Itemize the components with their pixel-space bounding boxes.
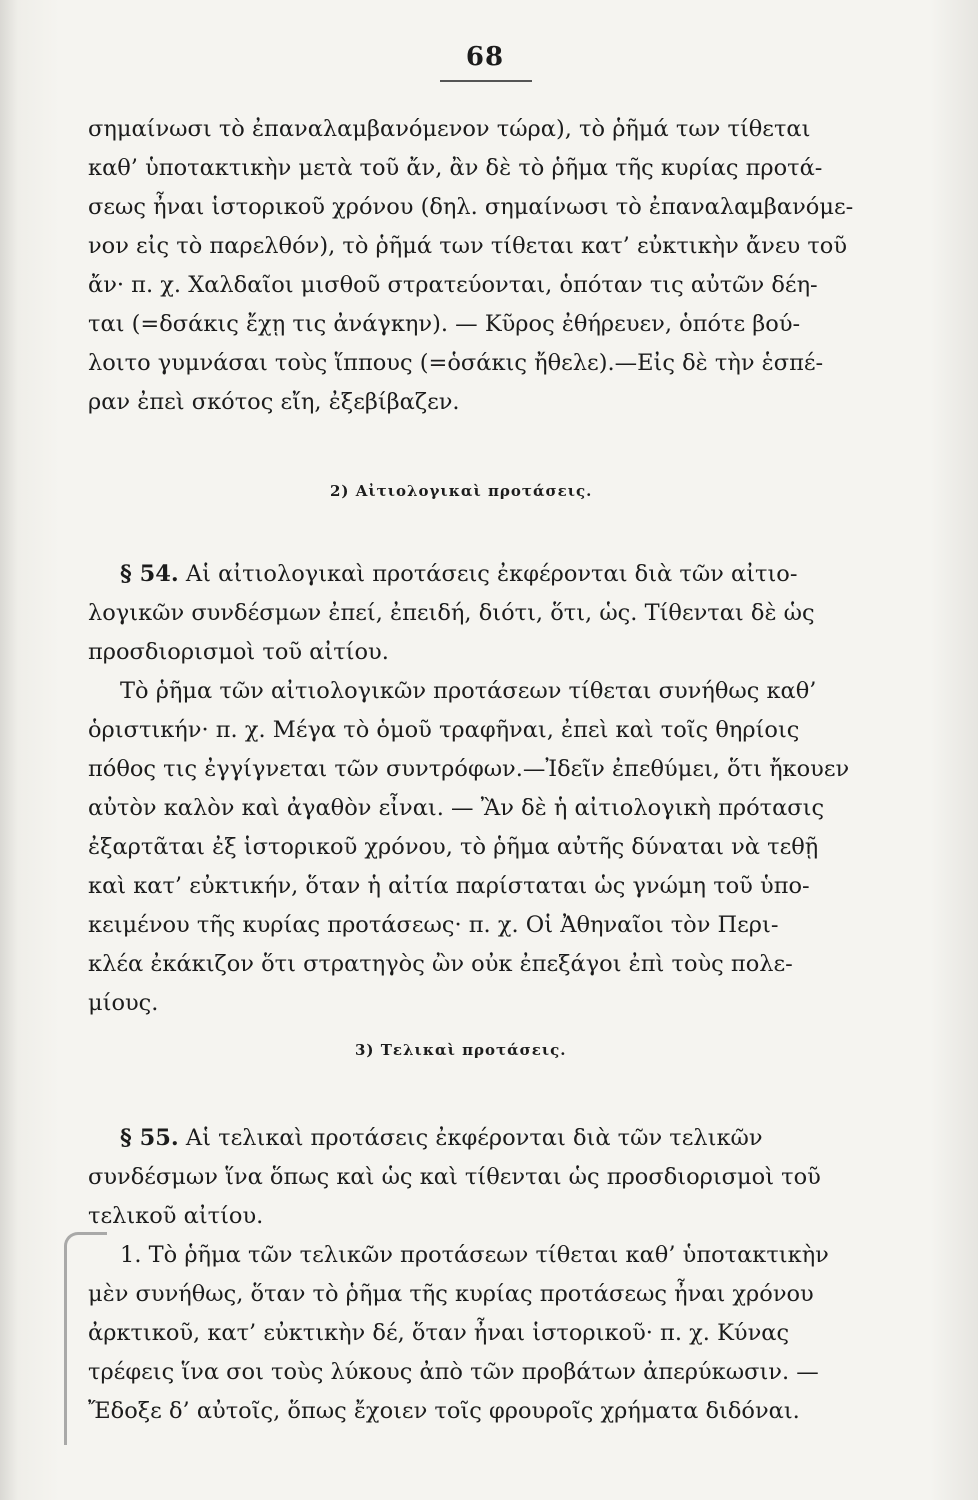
text-line [120, 559, 920, 589]
text-line: σεως ἦναι ἱστορικοῦ χρόνου (δηλ. σημαίνωσι τὸ ἐπαναλαμβανόμε- [88, 194, 854, 220]
text-line: λογικῶν συνδέσμων ἐπεί, ἐπειδή, διότι, ὅτι, ὡς. Τίθενται δὲ ὡς [88, 600, 815, 626]
text-line: τελικοῦ αἰτίου. [88, 1203, 264, 1229]
section-heading-final: 3) Τελικαὶ προτάσεις. [355, 1041, 567, 1059]
text-line: 1. Τὸ ῥῆμα τῶν τελικῶν προτάσεων τίθεται καθ’ ὑποτακτικὴν [120, 1242, 829, 1268]
text-line: καὶ κατ’ εὐκτικήν, ὅταν ἡ αἰτία παρίσταται ὡς γνώμη τοῦ ὑπο- [88, 873, 810, 899]
section-number: § 54. [120, 561, 179, 587]
text-line: συνδέσμων ἵνα ὅπως καὶ ὡς καὶ τίθενται ὡς προσδιορισμοὶ τοῦ [88, 1164, 821, 1190]
text-line: Τὸ ῥῆμα τῶν αἰτιολογικῶν προτάσεων τίθεται συνήθως καθ’ [120, 678, 817, 704]
section-number: § 55. [120, 1125, 179, 1151]
text-line: καθ’ ὑποτακτικὴν μετὰ τοῦ ἄν, ἂν δὲ τὸ ῥῆμα τῆς κυρίας προτά- [88, 155, 823, 181]
text-line: νον εἰς τὸ παρελθόν), τὸ ῥῆμά των τίθεται κατ’ εὐκτικὴν ἄνευ τοῦ [88, 233, 848, 259]
text-line: ἐξαρτᾶται ἐξ ἱστορικοῦ χρόνου, τὸ ῥῆμα αὐτῆς δύναται νὰ τεθῇ [88, 834, 819, 860]
text-line: Ἔδοξε δ’ αὐτοῖς, ὅπως ἔχοιεν τοῖς φρουροῖς χρήματα διδόναι. [88, 1398, 800, 1424]
text-line: σημαίνωσι τὸ ἐπαναλαμβανόμενον τώρα), τὸ ῥῆμά των τίθεται [88, 116, 811, 142]
section-text: Αἱ τελικαὶ προτάσεις ἐκφέρονται διὰ τῶν τελικῶν [185, 1125, 763, 1151]
section-heading-causal: 2) Αἰτιολογικαὶ προτάσεις. [330, 482, 593, 500]
text-line: ἄν· π. χ. Χαλδαῖοι μισθοῦ στρατεύονται, ὁπόταν τις αὐτῶν δέη- [88, 272, 818, 298]
text-line: προσδιορισμοὶ τοῦ αἰτίου. [88, 639, 389, 665]
text-line: ὁριστικήν· π. χ. Μέγα τὸ ὁμοῦ τραφῆναι, ἐπεὶ καὶ τοῖς θηρίοις [88, 717, 800, 743]
page-number: 68 [465, 42, 505, 72]
text-line: πόθος τις ἐγγίγνεται τῶν συντρόφων.—Ἰδεῖν ἐπεθύμει, ὅτι ἤκουεν [88, 756, 850, 782]
section-text: Αἱ αἰτιολογικαὶ προτάσεις ἐκφέρονται διὰ τῶν αἰτιο- [185, 561, 798, 587]
text-line: ραν ἐπεὶ σκότος εἴη, ἐξεβίβαζεν. [88, 389, 460, 415]
text-line: ται (=δσάκις ἔχῃ τις ἀνάγκην). — Κῦρος ἐθήρευεν, ὁπότε βού- [88, 311, 801, 337]
text-line: μίους. [88, 990, 159, 1016]
text-line [120, 1123, 920, 1153]
text-line: κειμένου τῆς κυρίας προτάσεως· π. χ. Οἱ Ἀθηναῖοι τὸν Περι- [88, 912, 779, 938]
text-line: κλέα ἐκάκιζον ὅτι στρατηγὸς ὢν οὐκ ἐπεξάγοι ἐπὶ τοὺς πολε- [88, 951, 793, 977]
text-line: τρέφεις ἵνα σοι τοὺς λύκους ἀπὸ τῶν προβάτων ἀπερύκωσιν. — [88, 1359, 819, 1385]
text-line: ἀρκτικοῦ, κατ’ εὐκτικὴν δέ, ὅταν ἦναι ἱστορικοῦ· π. χ. Κύνας [88, 1320, 790, 1346]
text-line: λοιτο γυμνάσαι τοὺς ἵππους (=ὁσάκις ἤθελε).—Εἰς δὲ τὴν ἑσπέ- [88, 350, 824, 376]
text-line: αὐτὸν καλὸν καὶ ἀγαθὸν εἶναι. — Ἂν δὲ ἡ αἰτιολογικὴ πρότασις [88, 795, 825, 821]
page-number-rule [440, 80, 532, 82]
text-line: μὲν συνήθως, ὅταν τὸ ῥῆμα τῆς κυρίας προτάσεως ἦναι χρόνου [88, 1281, 814, 1307]
